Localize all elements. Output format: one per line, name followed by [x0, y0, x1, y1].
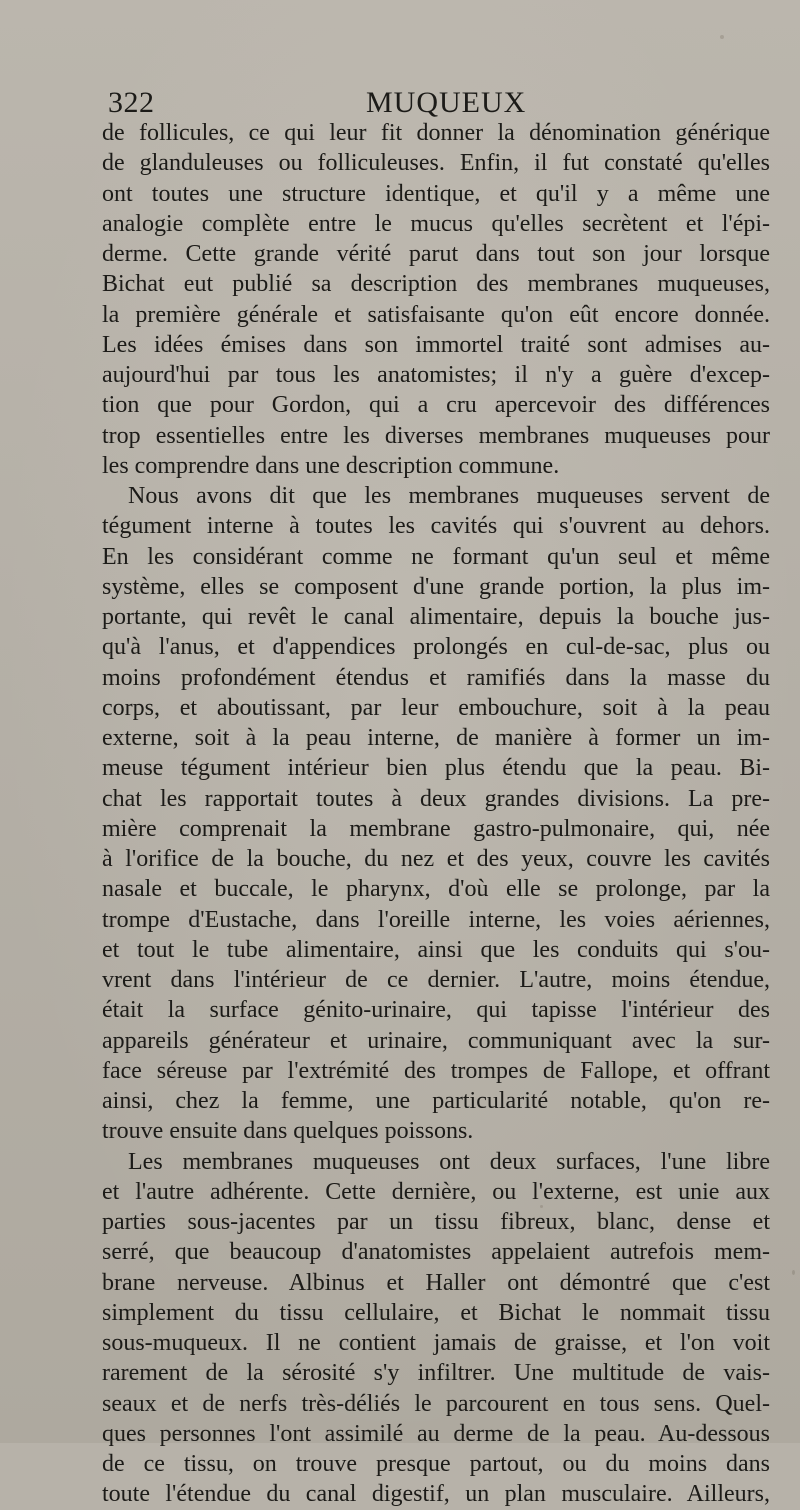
text-line: système, elles se composent d'une grande portion, la plus im- — [102, 573, 770, 600]
paper-stain — [792, 1270, 795, 1275]
text-line: la première générale et satisfaisante qu'on eût encore donnée. — [102, 301, 770, 328]
text-line: de ce tissu, on trouve presque partout, ou du moins dans — [102, 1451, 770, 1477]
text-line: sous-muqueux. Il ne contient jamais de graisse, et l'on voit — [102, 1330, 770, 1356]
text-line: face séreuse par l'extrémité des trompes de Fallope, et offrant — [102, 1057, 770, 1084]
text-line: mière comprenait la membrane gastro-pulmonaire, qui, née — [102, 815, 770, 842]
body-text — [102, 118, 770, 1510]
text-line: à l'orifice de la bouche, du nez et des yeux, couvre les cavités — [102, 846, 770, 872]
text-line: était la surface génito-urinaire, qui tapisse l'intérieur des — [102, 997, 770, 1024]
text-line: ont toutes une structure identique, et qu'il y a même une — [102, 180, 770, 207]
text-line: parties sous-jacentes par un tissu fibreux, blanc, dense et — [102, 1209, 770, 1235]
running-head: MUQUEUX — [366, 86, 527, 119]
text-line: vrent dans l'intérieur de ce dernier. L'autre, moins étendue, — [102, 967, 770, 993]
text-line: aujourd'hui par tous les anatomistes; il n'y a guère d'excep- — [102, 362, 770, 388]
text-line: chat les rapportait toutes à deux grandes divisions. La pre- — [102, 785, 770, 812]
text-line: de glanduleuses ou folliculeuses. Enfin, il fut constaté qu'elles — [102, 150, 770, 177]
text-line: derme. Cette grande vérité parut dans tout son jour lorsque — [102, 241, 770, 267]
text-line: nasale et buccale, le pharynx, d'où elle se prolonge, par la — [102, 876, 770, 903]
text-line: En les considérant comme ne formant qu'un seul et même — [102, 543, 770, 570]
text-line: les comprendre dans une description commune. — [102, 452, 560, 479]
text-line: ainsi, chez la femme, une particularité notable, qu'on re- — [102, 1088, 770, 1114]
text-line: Bichat eut publié sa description des membranes muqueuses, — [102, 271, 770, 298]
text-line: et tout le tube alimentaire, ainsi que les conduits qui s'ou- — [102, 936, 770, 963]
text-line: et l'autre adhérente. Cette dernière, ou l'externe, est unie aux — [102, 1178, 770, 1205]
page-number: 322 — [108, 86, 155, 119]
text-line: Nous avons dit que les membranes muqueuses servent de — [128, 483, 770, 509]
text-line: analogie complète entre le mucus qu'elles secrètent et l'épi- — [102, 210, 770, 237]
text-line: seaux et de nerfs très-déliés le parcourent en tous sens. Quel- — [102, 1390, 770, 1417]
text-line: trompe d'Eustache, dans l'oreille interne, les voies aériennes, — [102, 906, 770, 933]
text-line: ques personnes l'ont assimilé au derme de la peau. Au-dessous — [102, 1420, 770, 1447]
text-line: simplement du tissu cellulaire, et Bichat le nommait tissu — [102, 1299, 770, 1326]
text-line: meuse tégument intérieur bien plus étendu que la peau. Bi- — [102, 755, 770, 782]
text-line: portante, qui revêt le canal alimentaire, depuis la bouche jus- — [102, 604, 770, 630]
text-line: rarement de la sérosité s'y infiltrer. Une multitude de vais- — [102, 1360, 770, 1387]
text-line: brane nerveuse. Albinus et Haller ont démontré que c'est — [102, 1269, 770, 1296]
text-line: qu'à l'anus, et d'appendices prolongés en cul-de-sac, plus ou — [102, 634, 770, 661]
text-line: tégument interne à toutes les cavités qui s'ouvrent au dehors. — [102, 513, 770, 540]
text-line: externe, soit à la peau interne, de manière à former un im- — [102, 725, 770, 751]
text-line: corps, et aboutissant, par leur embouchure, soit à la peau — [102, 694, 770, 721]
text-line: serré, que beaucoup d'anatomistes appelaient autrefois mem- — [102, 1239, 770, 1266]
text-line: Les membranes muqueuses ont deux surfaces, l'une libre — [128, 1148, 770, 1175]
text-line: appareils générateur et urinaire, communiquant avec la sur- — [102, 1027, 770, 1054]
text-line: tion que pour Gordon, qui a cru apercevoir des différences — [102, 392, 770, 419]
text-line: moins profondément étendus et ramifiés dans la masse du — [102, 664, 770, 691]
text-line: trouve ensuite dans quelques poissons. — [102, 1118, 474, 1145]
text-line: toute l'étendue du canal digestif, un plan musculaire. Ailleurs, — [102, 1481, 770, 1508]
text-line: Les idées émises dans son immortel traité sont admises au- — [102, 331, 770, 358]
text-line: de follicules, ce qui leur fit donner la dénomination générique — [102, 120, 770, 146]
paper-stain — [720, 35, 724, 39]
text-line: trop essentielles entre les diverses membranes muqueuses pour — [102, 422, 770, 449]
